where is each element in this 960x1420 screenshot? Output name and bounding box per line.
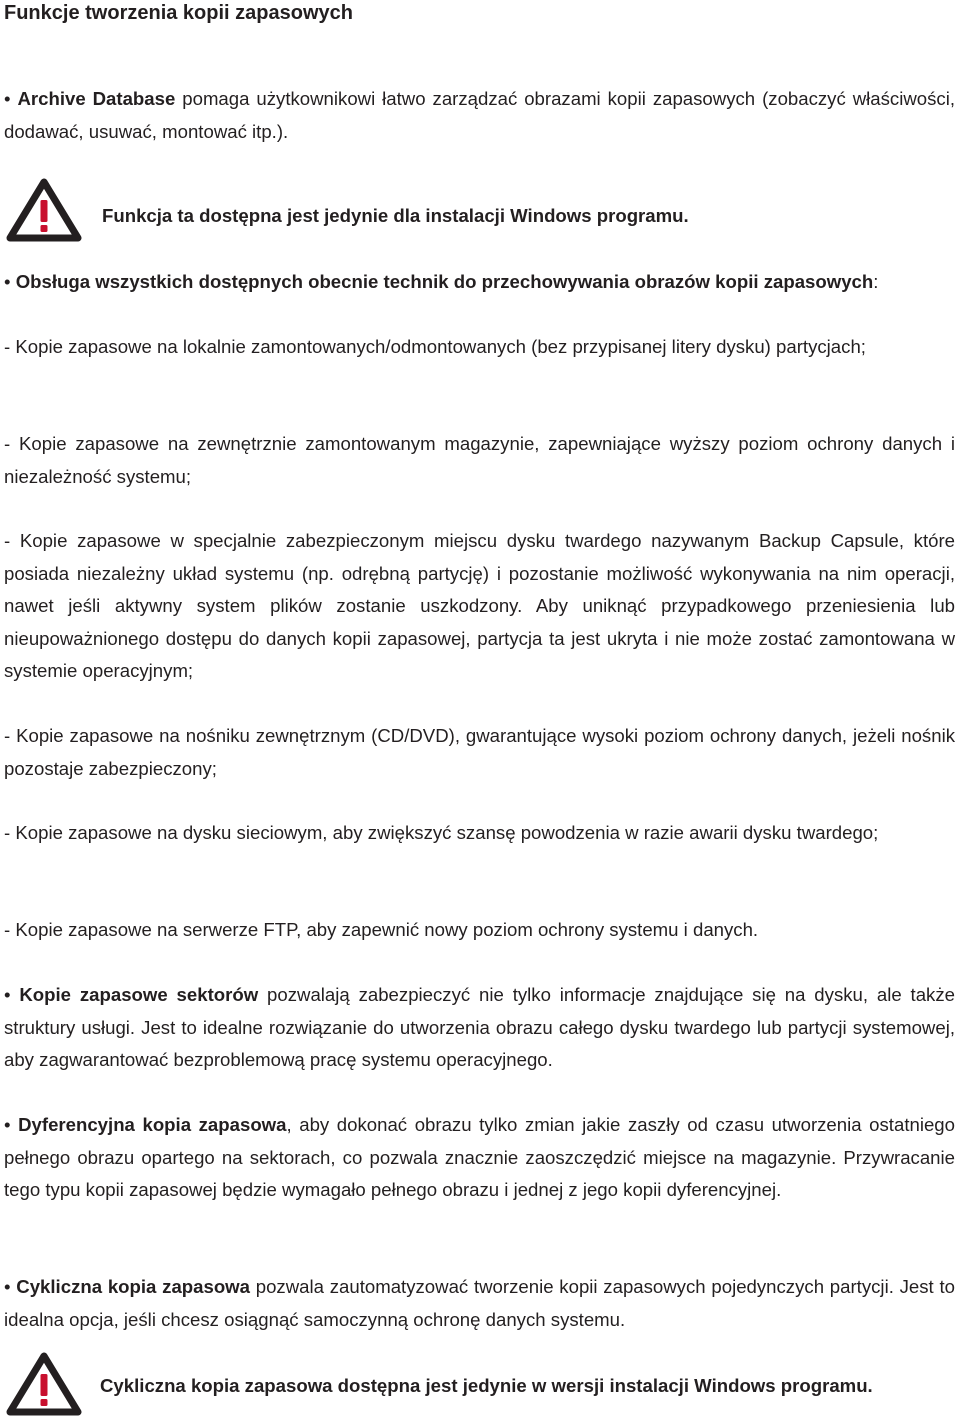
storage-intro <box>4 266 878 299</box>
archive-database-paragraph <box>4 83 955 148</box>
cyclic-backup-paragraph <box>4 1271 955 1336</box>
sector-backup-name: Kopie zapasowe sektorów <box>19 984 259 1005</box>
sector-backup-text: pozwalają zabezpieczyć nie tylko informacje znajdujące się na dysku, ale także struktury usługi. Jest to idealne rozwiązanie do utworzenia obrazu całego dysku twardego lub partycji systemowej, aby zagwarantować bezproblemową pracę systemu operacyjnego. <box>4 984 955 1070</box>
sector-backup-paragraph <box>4 979 955 1077</box>
bullet: • <box>4 1276 17 1297</box>
storage-item-cd-dvd: - Kopie zapasowe na nośniku zewnętrznym (CD/DVD), gwarantujące wysoki poziom ochrony danych, jeżeli nośnik pozostaje zabezpieczony; <box>4 725 955 779</box>
storage-intro-text: Obsługa wszystkich dostępnych obecnie technik do przechowywania obrazów kopii zapasowych <box>15 271 874 292</box>
storage-item-local: - Kopie zapasowe na lokalnie zamontowanych/odmontowanych (bez przypisanej litery dysku) partycjach; <box>4 336 866 357</box>
storage-item-backup-capsule: - Kopie zapasowe w specjalnie zabezpieczonym miejscu dysku twardego nazywanym Backup Capsule, które posiada niezależny układ systemu (np. odrębną partycję) i pozostanie możliwość wykonywania na nim operacji, nawet jeśli aktywny system plików zostanie uszkodzony. Aby uniknąć przypadkowego przeniesienia lub nieupoważnionego dostępu do danych kopii zapasowej, partycja ta jest ukryta i nie może zostać zamontowana w systemie operacyjnym; <box>4 530 955 681</box>
differential-backup-text: , aby dokonać obrazu tylko zmian jakie zaszły od czasu utworzenia ostatniego pełnego obrazu opartego na sektorach, co pozwala znacznie zaoszczędzić miejsce na magazynie. Przywracanie tego typu kopii zapasowej będzie wymagało pełnego obrazu i jednej z jego kopii dyferencyjnej. <box>4 1114 955 1200</box>
differential-backup-name: Dyferencyjna kopia zapasowa <box>18 1114 287 1135</box>
bullet: • <box>4 1114 19 1135</box>
cyclic-backup-text: pozwala zautomatyzować tworzenie kopii zapasowych pojedynczych partycji. Jest to idealna opcja, jeśli chcesz osiągnąć samoczynną ochronę danych systemu. <box>4 1276 955 1330</box>
storage-item-external: - Kopie zapasowe na zewnętrznie zamontowanym magazynie, zapewniające wyższy poziom ochrony danych i niezależność systemu; <box>4 433 955 487</box>
differential-backup-paragraph <box>4 1109 955 1207</box>
warning-note-windows: Funkcja ta dostępna jest jedynie dla instalacji Windows programu. <box>102 205 689 226</box>
warning-triangle-icon <box>6 1352 82 1416</box>
archive-database-text: pomaga użytkownikowi łatwo zarządzać obrazami kopii zapasowych (zobaczyć właściwości, dodawać, usuwać, montować itp.). <box>4 88 956 142</box>
cyclic-backup-name: Cykliczna kopia zapasowa <box>16 1276 250 1297</box>
storage-intro-suffix: : <box>873 271 879 292</box>
page-title: Funkcje tworzenia kopii zapasowych <box>4 2 353 24</box>
archive-database-name: Archive Database <box>17 88 176 109</box>
bullet: • <box>4 984 20 1005</box>
warning-triangle-icon <box>6 178 82 242</box>
storage-item-ftp: - Kopie zapasowe na serwerze FTP, aby zapewnić nowy poziom ochrony systemu i danych. <box>4 919 759 940</box>
bullet: • <box>4 88 18 109</box>
storage-item-network: - Kopie zapasowe na dysku sieciowym, aby zwiększyć szansę powodzenia w razie awarii dysku twardego; <box>4 822 879 843</box>
warning-note-cyclic: Cykliczna kopia zapasowa dostępna jest jedynie w wersji instalacji Windows programu. <box>100 1375 873 1396</box>
bullet: • <box>4 271 16 292</box>
